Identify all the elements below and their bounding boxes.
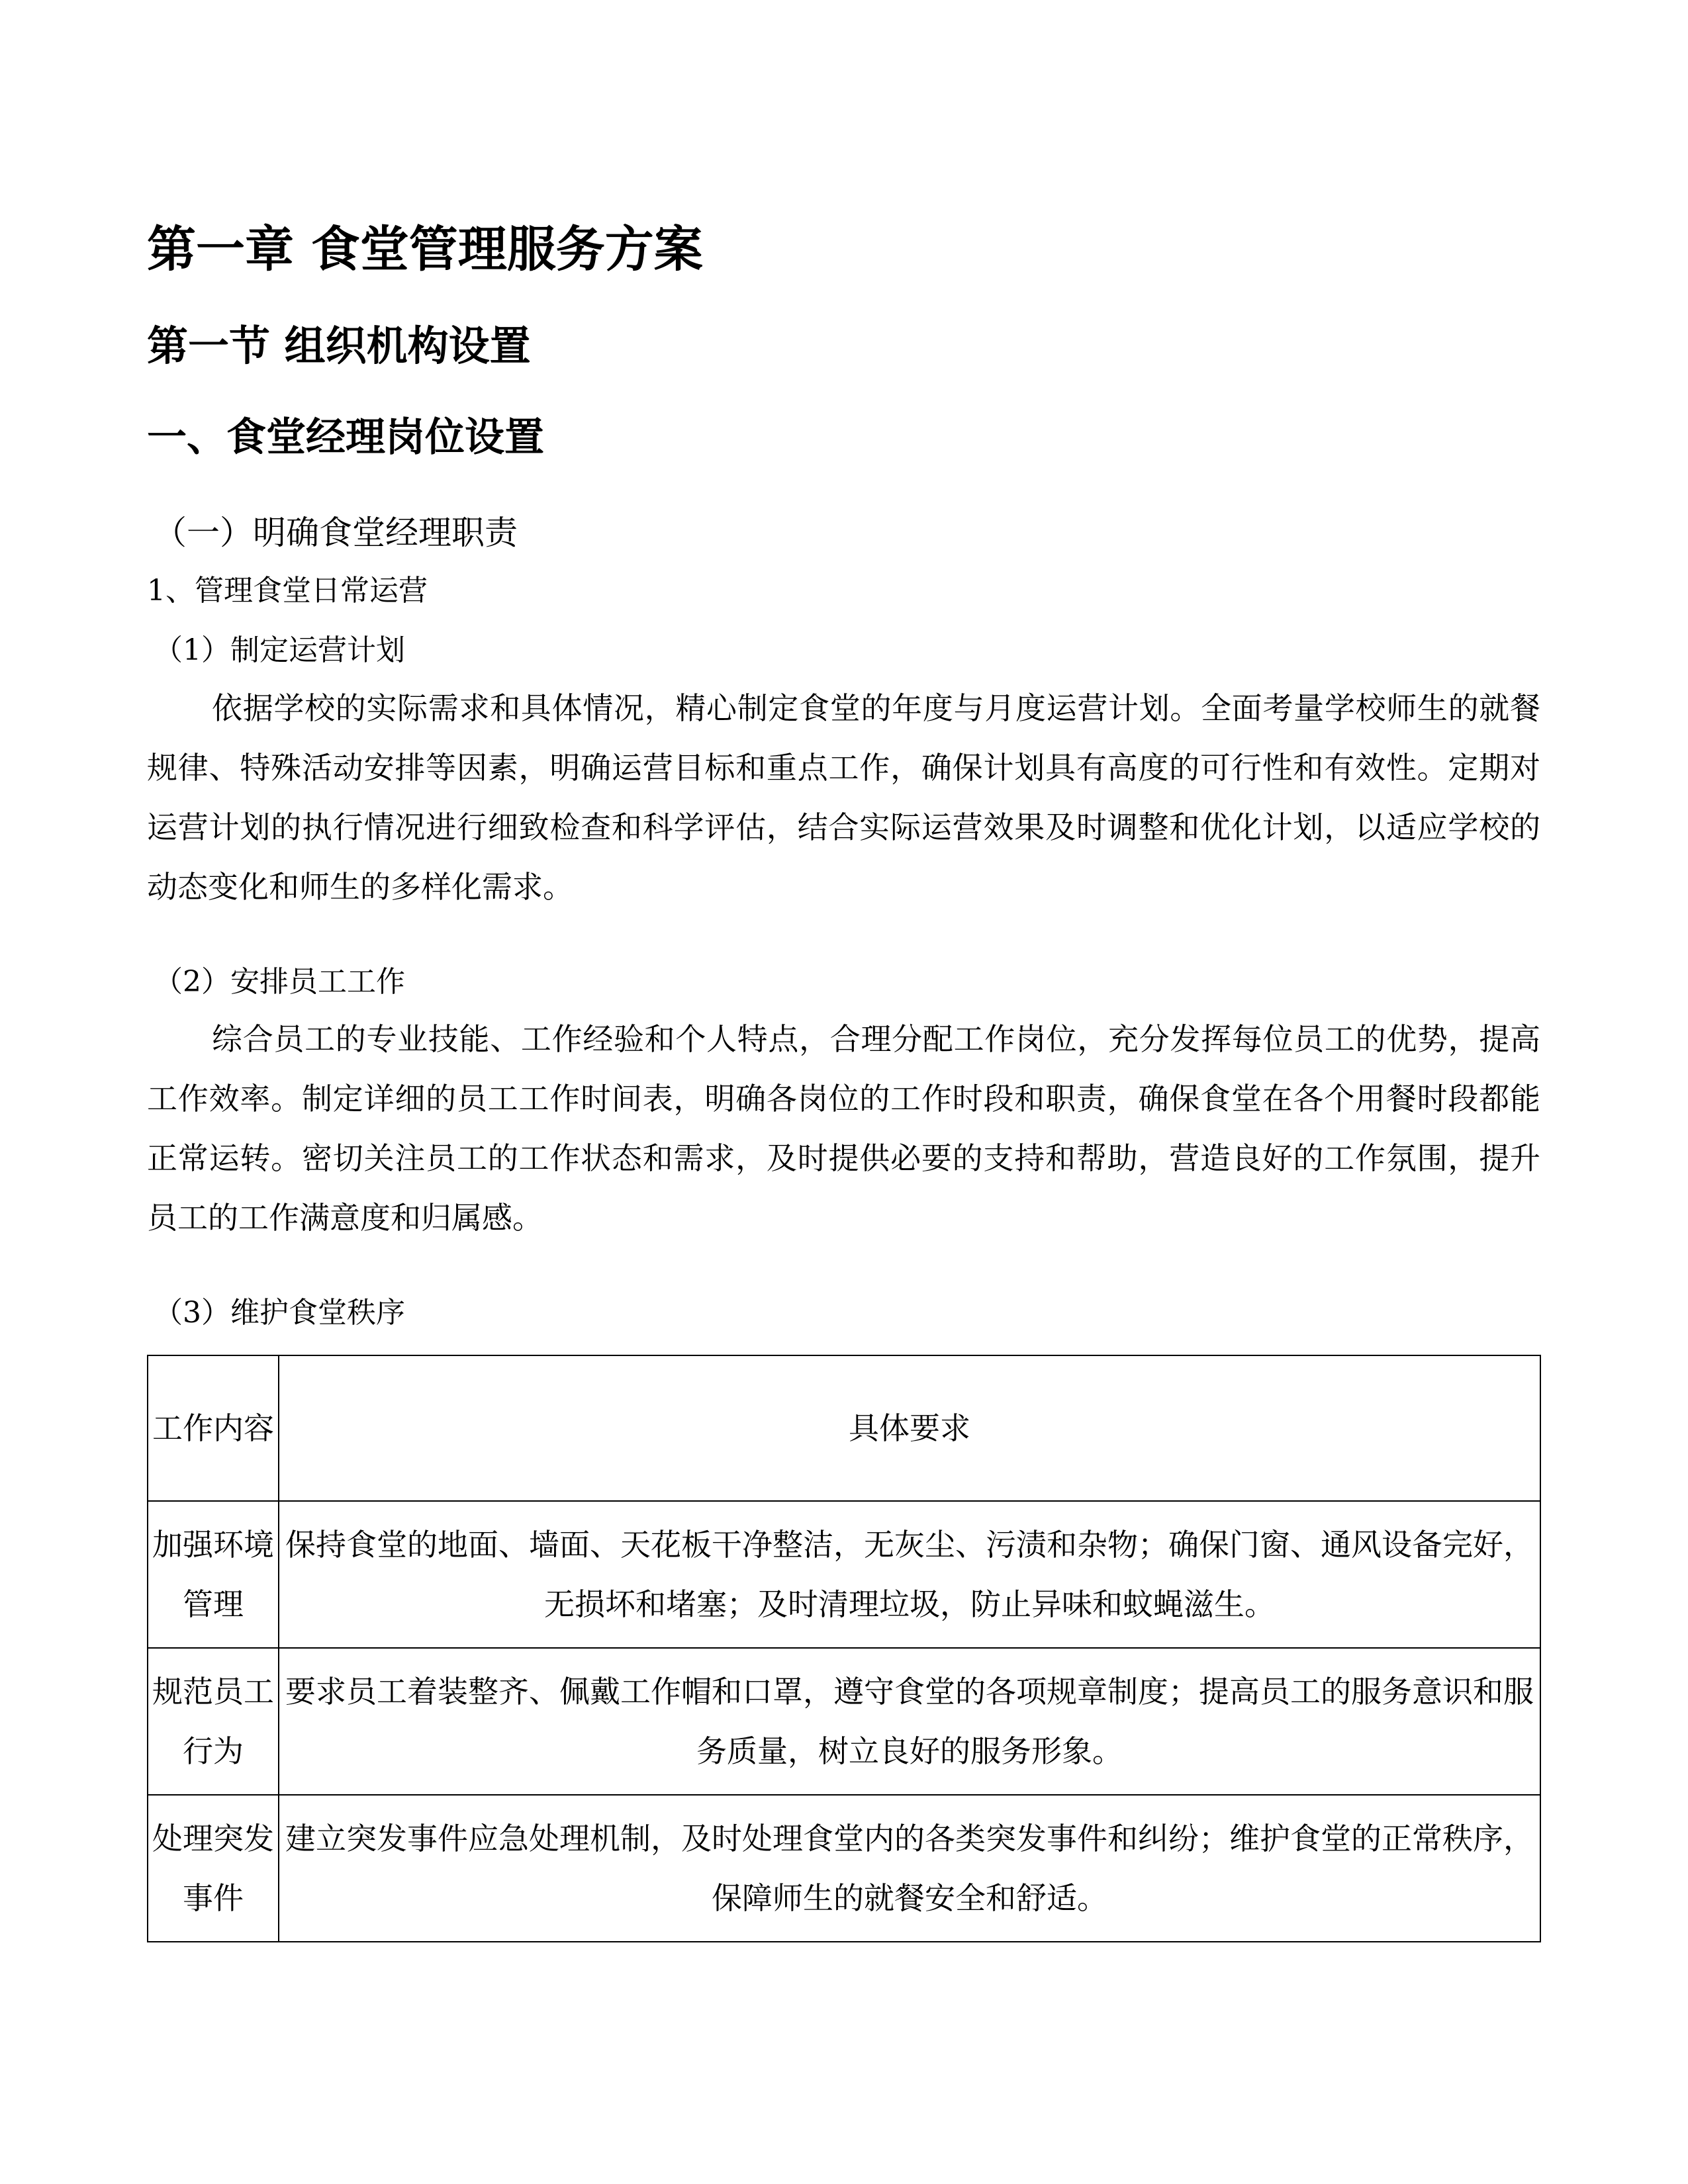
row-req-cell: 要求员工着装整齐、佩戴工作帽和口罩，遵守食堂的各项规章制度；提高员工的服务意识和服务质量，树立良好的服务形象。 [279, 1648, 1540, 1795]
header-cell-requirements: 具体要求 [279, 1355, 1540, 1501]
sub1-title: （1）制定运营计划 [154, 633, 405, 667]
table-row [148, 1648, 1540, 1795]
requirements-table [147, 1355, 1541, 1942]
sub3-title: （3）维护食堂秩序 [154, 1296, 405, 1330]
chapter-title: 第一章 食堂管理服务方案 [147, 221, 703, 278]
header-cell-work: 工作内容 [148, 1355, 279, 1501]
sub1-paragraph: 依据学校的实际需求和具体情况，精心制定食堂的年度与月度运营计划。全面考量学校师生的就餐规律、特殊活动安排等因素，明确运营目标和重点工作，确保计划具有高度的可行性和有效性。定期对运营计划的执行情况进行细致检查和科学评估，结合实际运营效果及时调整和优化计划，以适应学校的动态变化和师生的多样化需求。 [147, 690, 1540, 905]
subsection-title: 一、食堂经理岗位设置 [147, 414, 544, 461]
table-header-row [148, 1355, 1540, 1501]
section-title: 第一节 组织机构设置 [147, 322, 531, 370]
row-name-cell: 处理突发事件 [148, 1795, 279, 1942]
row-name-cell: 加强环境管理 [148, 1501, 279, 1648]
point-title: （一）明确食堂经理职责 [154, 514, 518, 552]
row-name-cell: 规范员工行为 [148, 1648, 279, 1795]
sub2-title: （2）安排员工工作 [154, 965, 405, 999]
table-row [148, 1795, 1540, 1942]
row-req-cell: 保持食堂的地面、墙面、天花板干净整洁，无灰尘、污渍和杂物；确保门窗、通风设备完好，无损坏和堵塞；及时清理垃圾，防止异味和蚊蝇滋生。 [279, 1501, 1540, 1648]
row-req-cell: 建立突发事件应急处理机制，及时处理食堂内的各类突发事件和纠纷；维护食堂的正常秩序，保障师生的就餐安全和舒适。 [279, 1795, 1540, 1942]
sub2-paragraph: 综合员工的专业技能、工作经验和个人特点，合理分配工作岗位，充分发挥每位员工的优势，提高工作效率。制定详细的员工工作时间表，明确各岗位的工作时段和职责，确保食堂在各个用餐时段都能正常运转。密切关注员工的工作状态和需求，及时提供必要的支持和帮助，营造良好的工作氛围，提升员工的工作满意度和归属感。 [147, 1021, 1540, 1236]
table-row [148, 1501, 1540, 1648]
item-title: 1、管理食堂日常运营 [147, 574, 428, 608]
